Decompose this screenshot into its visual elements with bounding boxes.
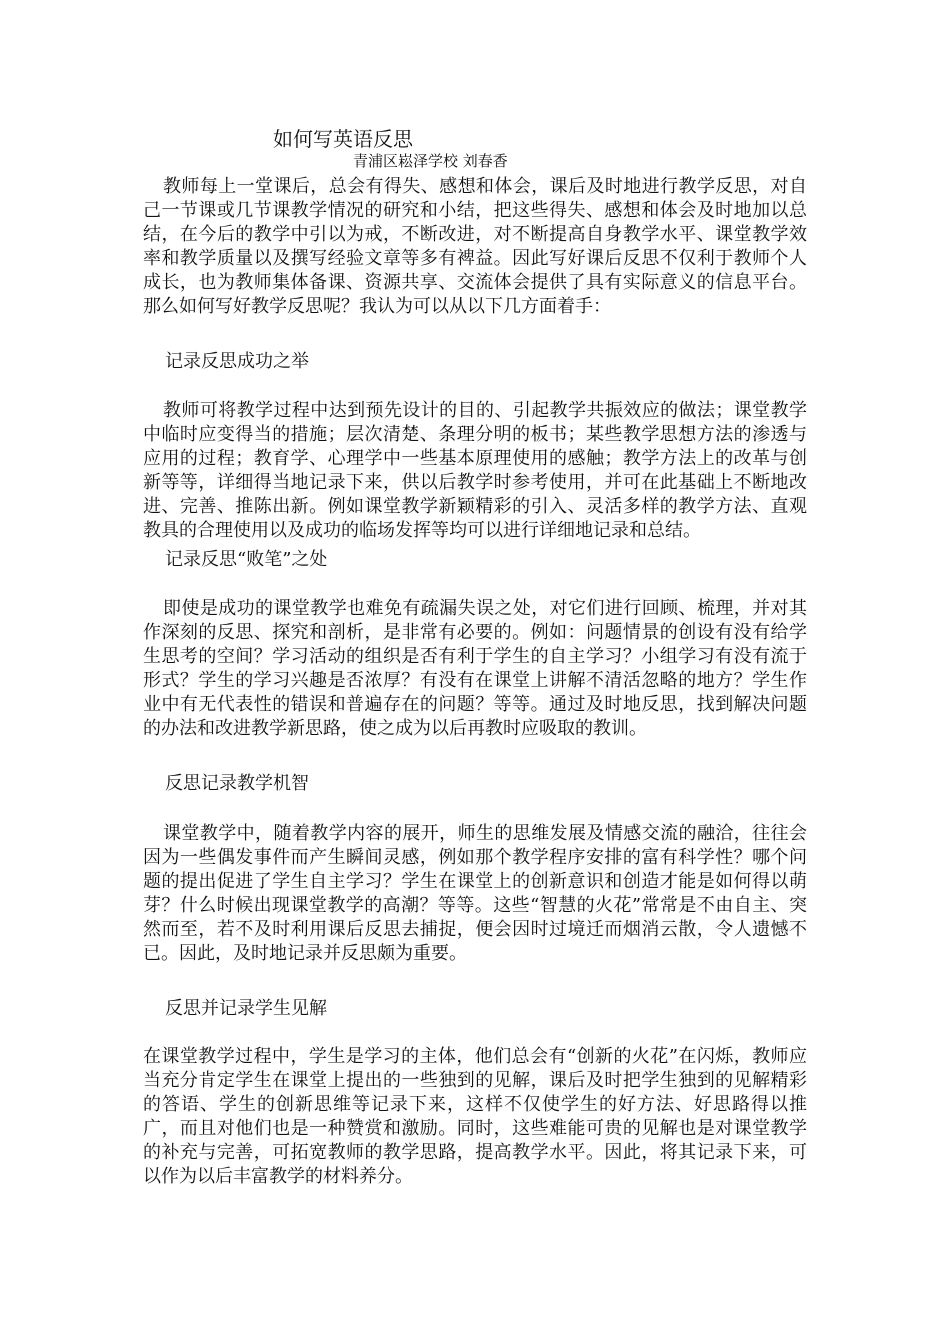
intro-paragraph: 教师每上一堂课后，总会有得失、感想和体会，课后及时地进行教学反思，对自己一节课或几节课教学情况的研究和小结，把这些得失、感想和体会及时地加以总结，在今后的教学中引以为戒，不断改进，对不断提高自身教学水平、课堂教学效率和教学质量以及撰写经验文章等多有裨益。因此写好课后反思不仅利于教师个人成长，也为教师集体备课、资源共享、交流体会提供了具有实际意义的信息平台。那么如何写好教学反思呢？我认为可以从以下几方面着手：: [143, 176, 807, 318]
section-heading-success: 记录反思成功之举: [165, 351, 309, 372]
section-paragraph-success: 教师可将教学过程中达到预先设计的目的、引起教学共振效应的做法；课堂教学中临时应变得当的措施；层次清楚、条理分明的板书；某些教学思想方法的渗透与应用的过程；教育学、心理学中一些基本原理使用的感触；教学方法上的改革与创新等等，详细得当地记录下来，供以后教学时参考使用，并可在此基础上不断地改进、完善、推陈出新。例如课堂教学新颖精彩的引入、灵活多样的教学方法、直观教具的合理使用以及成功的临场发挥等均可以进行详细地记录和总结。: [143, 400, 807, 542]
document-title: 如何写英语反思: [273, 127, 413, 151]
section-paragraph-student-views: 在课堂教学过程中，学生是学习的主体，他们总会有“创新的火花”在闪烁，教师应当充分肯定学生在课堂上提出的一些独到的见解，课后及时把学生独到的见解精彩的答语、学生的创新思维等记录下来，这样不仅使学生的好方法、好思路得以推广，而且对他们也是一种赞赏和激励。同时，这些难能可贵的见解也是对课堂教学的补充与完善，可拓宽教师的教学思路，提高教学水平。因此，将其记录下来，可以作为以后丰富教学的材料养分。: [143, 1046, 807, 1188]
section-heading-failure: 记录反思“败笔”之处: [165, 549, 328, 570]
section-heading-wisdom: 反思记录教学机智: [165, 773, 309, 794]
section-paragraph-wisdom: 课堂教学中，随着教学内容的展开，师生的思维发展及情感交流的融洽，往往会因为一些偶发事件而产生瞬间灵感，例如那个教学程序安排的富有科学性？哪个问题的提出促进了学生自主学习？学生在课堂上的创新意识和创造才能是如何得以萌芽？什么时候出现课堂教学的高潮？等等。这些“智慧的火花”常常是不由自主、突然而至，若不及时利用课后反思去捕捉，便会因时过境迁而烟消云散，令人遗憾不已。因此，及时地记录并反思颇为重要。: [143, 823, 807, 965]
section-heading-student-views: 反思并记录学生见解: [165, 998, 327, 1019]
author-byline: 青浦区崧泽学校 刘春香: [353, 152, 508, 170]
section-paragraph-failure: 即使是成功的课堂教学也难免有疏漏失误之处，对它们进行回顾、梳理，并对其作深刻的反思、探究和剖析，是非常有必要的。例如：问题情景的创设有没有给学生思考的空间？学习活动的组织是否有利于学生的自主学习？小组学习有没有流于形式？学生的学习兴趣是否浓厚？有没有在课堂上讲解不清活忽略的地方？学生作业中有无代表性的错误和普遍存在的问题？等等。通过及时地反思，找到解决问题的办法和改进教学新思路，使之成为以后再教时应吸取的教训。: [143, 598, 807, 740]
